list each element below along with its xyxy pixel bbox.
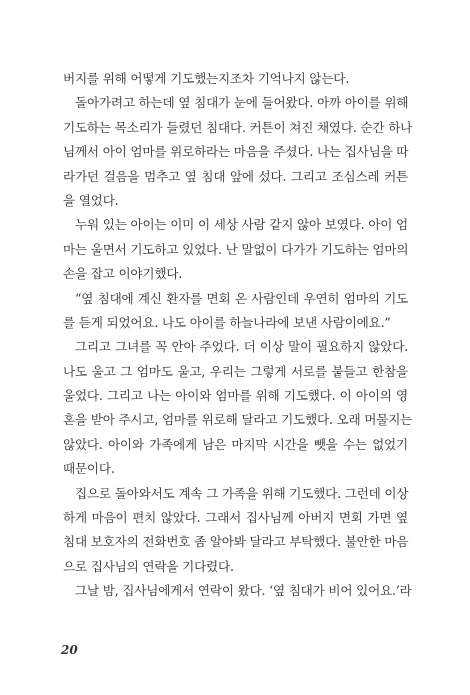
text-line: 집으로 돌아와서도 계속 그 가족을 위해 기도했다. 그런데 이상	[75, 485, 409, 501]
text-line: 하게 마음이 편치 않았다. 그래서 집사님께 아버지 면회 가면 옆	[63, 510, 408, 526]
text-line: 때문이다.	[63, 461, 115, 477]
text-line: 으로 집사님의 연락을 기다렸다.	[63, 558, 234, 574]
text-line: 침대 보호자의 전화번호 좀 알아봐 달라고 부탁했다. 불안한 마음	[63, 534, 409, 550]
text-line: 라가던 걸음을 멈추고 옆 침대 앞에 섰다. 그리고 조심스레 커튼	[63, 168, 408, 184]
text-line: 마는 울면서 기도하고 있었다. 난 말없이 다가가 기도하는 엄마의	[63, 241, 409, 257]
page-number: 20	[61, 643, 78, 657]
text-line: 기도하는 목소리가 들렸던 침대다. 커튼이 쳐진 채였다. 순간 하나	[63, 119, 413, 135]
text-line: 혼을 받아 주시고, 엄마를 위로해 달라고 기도했다. 오래 머물지는	[63, 412, 413, 428]
text-line: 돌아가려고 하는데 옆 침대가 눈에 들어왔다. 아까 아이를 위해	[75, 95, 409, 111]
text-line: 손을 잡고 이야기했다.	[63, 266, 183, 282]
text-line: 버지를 위해 어떻게 기도했는지조차 기억나지 않는다.	[63, 71, 350, 86]
text-line: 울었다. 그리고 나는 아이와 엄마를 위해 기도했다. 이 아이의 영	[63, 388, 408, 404]
text-line: 을 열었다.	[63, 192, 119, 208]
text-line: “옆 침대에 계신 환자를 면회 온 사람인데 우연히 엄마의 기도	[75, 290, 408, 306]
text-line: 나도 울고 그 엄마도 울고, 우리는 그렇게 서로를 붙들고 한참을	[63, 363, 408, 379]
text-line: 를 듣게 되었어요. 나도 아이를 하늘나라에 보낸 사람이에요.”	[63, 314, 391, 330]
text-line: 그날 밤, 집사님에게서 연락이 왔다. ‘옆 침대가 비어 있어요.’라	[75, 583, 412, 599]
text-line: 님께서 아이 엄마를 위로하라는 마음을 주셨다. 나는 집사님을 따	[63, 144, 409, 160]
text-line: 않았다. 아이와 가족에게 남은 마지막 시간을 뺏을 수는 없었기	[63, 436, 408, 452]
text-line: 그리고 그녀를 꼭 안아 주었다. 더 이상 말이 필요하지 않았다.	[75, 339, 408, 355]
text-line: 누워 있는 아이는 이미 이 세상 사람 같지 않아 보였다. 아이 엄	[75, 217, 408, 233]
body-text	[63, 67, 413, 604]
